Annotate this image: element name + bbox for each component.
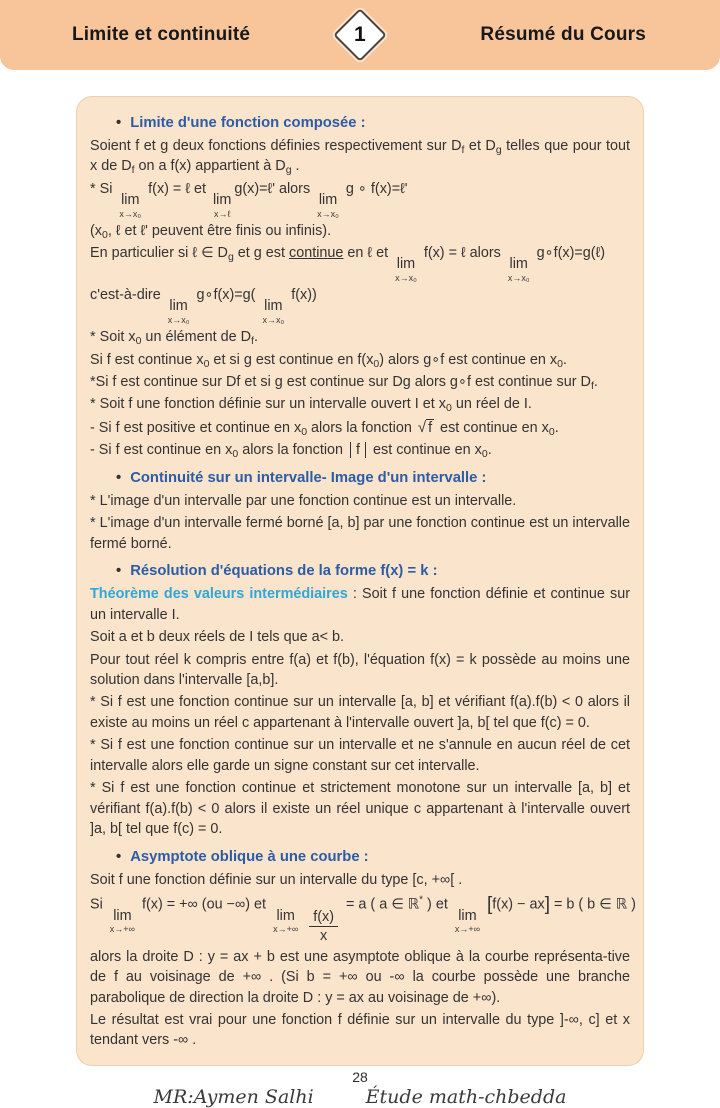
course-summary-card <box>76 96 644 1066</box>
paragraph: * Si f est une fonction continue et strictement monotone sur un intervalle [a, b] et vérifiant f(a).f(b) < 0 alors il existe un réel unique c appartenant à l'intervalle ouvert ]a, b[ tel que f(c) = 0. <box>90 780 630 838</box>
paragraph: Soit f une fonction définie sur un intervalle du type [c, +∞[ . <box>90 871 463 888</box>
chapter-number: 1 <box>354 23 366 46</box>
paragraph: alors la droite D : y = ax + b est une asymptote oblique à la courbe représenta-tive de f au voisinage de +∞ . (Si b = +∞ ou -∞ la courbe possède une branche parabolique de direction la droite D : y = ax au voisinage de +∞). <box>90 948 630 1006</box>
paragraph: - Si f est continue en $x_0$ alors la fonction f est continue en $x_0$. <box>90 442 492 461</box>
page-number: 28 <box>352 1068 368 1085</box>
math-line: Si lim x→+∞ f(x) = +∞ (ou −∞) et lim x→+∞ $\frac{f(x)}{x}$ = a ( a ∈ ℝ* ) et lim x→+∞ [f(x) − ax] = b ( b ∈ ℝ ) <box>90 894 636 945</box>
math-line: * Si lim x→x₀ f(x) = ℓ et lim x→ℓ g(x)=ℓ' alors lim x→x₀ g ∘ f(x)=ℓ' <box>90 180 408 219</box>
paragraph: Soit a et b deux réels de I tels que a< b. <box>90 629 345 646</box>
bullet-icon: • <box>116 115 122 131</box>
math-line: c'est-à-dire lim x→x₀ g∘f(x)=g( lim x→x₀ f(x)) <box>90 287 317 326</box>
paragraph: *Si f est continue sur Df et si g est continue sur Dg alors g∘f est continue sur $D_f$. <box>90 373 598 392</box>
paragraph: Le résultat est vrai pour une fonction f définie sur un intervalle du type ]-∞, c] et x tendant vers -∞ . <box>90 1012 630 1049</box>
chapter-title: Limite et continuité <box>72 24 251 45</box>
paragraph: ($x_0$, ℓ et ℓ' peuvent être finis ou infinis). <box>90 222 332 241</box>
paragraph: * Si f est une fonction continue sur un intervalle et ne s'annule en aucun réel de cet intervalle alors elle garde un signe constant sur cet intervalle. <box>90 737 630 774</box>
bullet-icon: • <box>116 563 122 580</box>
section-heading: • Asymptote oblique à une courbe : <box>116 848 369 865</box>
page-subtitle: Résumé du Cours <box>480 24 646 45</box>
paragraph: Pour tout réel k compris entre f(a) et f(b), l'équation f(x) = k possède au moins une solution dans l'intervalle [a,b]. <box>90 651 630 688</box>
paragraph: Théorème des valeurs intermédiaires : Soit f une fonction définie et continue sur un intervalle I. <box>90 586 630 623</box>
paragraph: * L'image d'un intervalle fermé borné [a, b] par une fonction continue est un intervalle fermé borné. <box>90 515 630 552</box>
paragraph: Soient f et g deux fonctions définies respectivement sur $D_f$ et $D_g$ telles que pour tout x de $D_f$ on a f(x) appartient à $D_g$ . <box>90 138 630 177</box>
math-line: En particulier si ℓ ∈ $D_g$ et g est continue en ℓ et lim x→x₀ f(x) = ℓ alors lim x→x₀ g∘f(x)=g(ℓ) <box>90 245 606 284</box>
paragraph: * Soit $x_0$ un élément de $D_f$. <box>90 329 258 348</box>
section-heading: • Limite d'une fonction composée : <box>116 115 366 131</box>
paragraph: * Si f est une fonction continue sur un intervalle [a, b] et vérifiant f(a).f(b) < 0 alors il existe au moins un réel c appartenant à l'intervalle ouvert ]a, b[ tel que f(c) = 0. <box>90 694 630 731</box>
paragraph: - Si f est positive et continue en $x_0$ alors la fonction √ f est continue en $x_0$. <box>90 418 559 438</box>
signature-row <box>0 1086 720 1108</box>
page-footer <box>0 1069 720 1108</box>
section-heading: • Résolution d'équations de la forme f(x) = k : <box>116 563 438 580</box>
chapter-number-badge <box>333 8 387 62</box>
paragraph: * L'image d'un intervalle par une fonction continue est un intervalle. <box>90 492 517 509</box>
signature-author: MR:Aymen Salhi <box>153 1085 314 1108</box>
document-body <box>90 113 636 1051</box>
paragraph: Si f est continue $x_0$ et si g est continue en $f(x_0)$ alors g∘f est continue en $x_0$. <box>90 351 567 370</box>
signature-brand: Étude math-chbedda <box>365 1085 567 1108</box>
bullet-icon: • <box>116 848 122 865</box>
bullet-icon: • <box>116 469 122 486</box>
page-header <box>0 0 720 70</box>
paragraph: * Soit f une fonction définie sur un intervalle ouvert I et $x_0$ un réel de I. <box>90 396 532 415</box>
section-heading: • Continuité sur un intervalle- Image d'un intervalle : <box>116 469 487 486</box>
